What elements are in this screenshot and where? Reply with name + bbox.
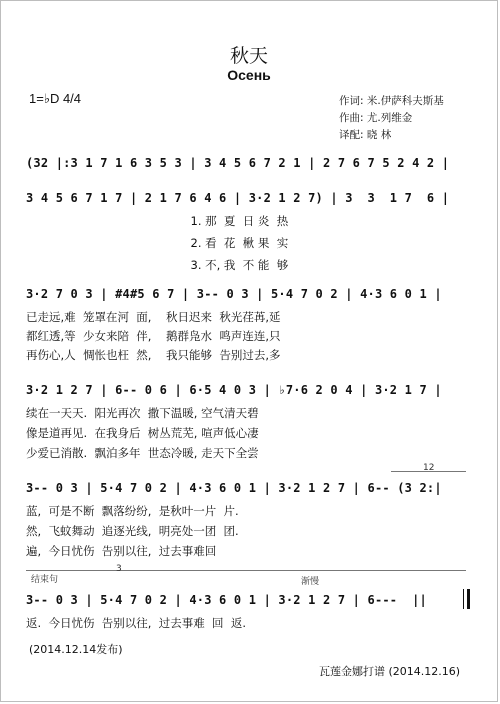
score-row-3-lyrics-verse-3: 再伤心,人 惆怅也枉 然, 我只能够 告别过去,多 (26, 348, 281, 362)
credits-block (339, 93, 499, 144)
score-row-2-notes: 3 4 5 6 7 1 7 | 2 1 7 6 4 6 | 3·2 1 2 7) | 3 3 1 7 6 | (26, 191, 450, 205)
lyricist-credit: 作词: 米.伊萨科夫斯基 (339, 95, 444, 107)
score-row-5-lyrics-verse-2: 然, 飞蚊舞动 追逐光线, 明亮处一团 团. (26, 524, 239, 538)
tempo-marking-ritardando: 渐慢 (301, 577, 320, 587)
score-row-4-lyrics-verse-1: 续在一天天. 阳光再次 撒下温暖, 空气清天碧 (26, 406, 259, 420)
typesetter-credit: 瓦莲金娜打谱 (2014.12.16) (319, 665, 461, 678)
score-row-2-lyrics-verse-3: 3. 不, 我 不 能 够 (26, 258, 289, 272)
score-row-2-lyrics-verse-2: 2. 看 花 楸 果 实 (26, 236, 289, 250)
composer-credit: 作曲: 尤.列维金 (339, 112, 413, 124)
ending-bracket (26, 570, 466, 571)
score-row-5-lyrics-verse-3: 遍, 今日忧伤 告别以往, 过去事难回 (26, 544, 217, 558)
translator-credit: 译配: 晓 林 (339, 129, 392, 141)
score-row-4-notes: 3·2 1 2 7 | 6-- 0 6 | 6·5 4 0 3 | ♭7·6 2 0 4 | 3·2 1 7 | (26, 383, 442, 397)
publish-date-note: (2014.12.14发布) (29, 643, 123, 656)
score-row-2-lyrics-verse-1: 1. 那 夏 日 炎 热 (26, 214, 289, 228)
song-title-russian: Осень (227, 67, 271, 83)
score-row-6-lyrics: 返. 今日忧伤 告别以往, 过去事难 回 返. (26, 616, 247, 630)
score-row-4-lyrics-verse-2: 像是道再见. 在我身后 树丛荒芜, 喧声低心凄 (26, 426, 259, 440)
ending-number: 3 (116, 564, 122, 574)
song-title-chinese: 秋天 (229, 45, 268, 67)
final-thick-barline (467, 589, 470, 609)
score-row-3-lyrics-verse-2: 都红透,等 少女来陪 伴, 鹅群凫水 鸣声连连,只 (26, 329, 281, 343)
score-row-5-lyrics-verse-1: 蓝, 可是不断 飘落纷纷, 是秋叶一片 片. (26, 504, 239, 518)
score-row-6-notes: 3-- 0 3 | 5·4 7 0 2 | 4·3 6 0 1 | 3·2 1 2 7 | 6--- || (26, 593, 427, 607)
score-row-5-notes: 3-- 0 3 | 5·4 7 0 2 | 4·3 6 0 1 | 3·2 1 2 7 | 6-- (3 2:| (26, 481, 442, 495)
score-row-4-lyrics-verse-3: 少爱已消散. 飘泊多年 世态冷暖, 走天下全尝 (26, 446, 259, 460)
ending-label: 结束句 (31, 575, 59, 585)
score-row-3-notes: 3·2 7 0 3 | #4#5 6 7 | 3-- 0 3 | 5·4 7 0 2 | 4·3 6 0 1 | (26, 287, 442, 301)
volta-number-12: 12 (423, 463, 435, 473)
key-signature: 1=♭D 4/4 (29, 91, 82, 106)
score-row-3-lyrics-verse-1: 已走远,难 笼罩在河 面, 秋日迟来 秋光荏苒,延 (26, 310, 281, 324)
final-thin-barline (463, 589, 464, 609)
score-row-1-notes: (32 |:3 1 7 1 6 3 5 3 | 3 4 5 6 7 2 1 | 2 7 6 7 5 2 4 2 | (26, 156, 450, 170)
